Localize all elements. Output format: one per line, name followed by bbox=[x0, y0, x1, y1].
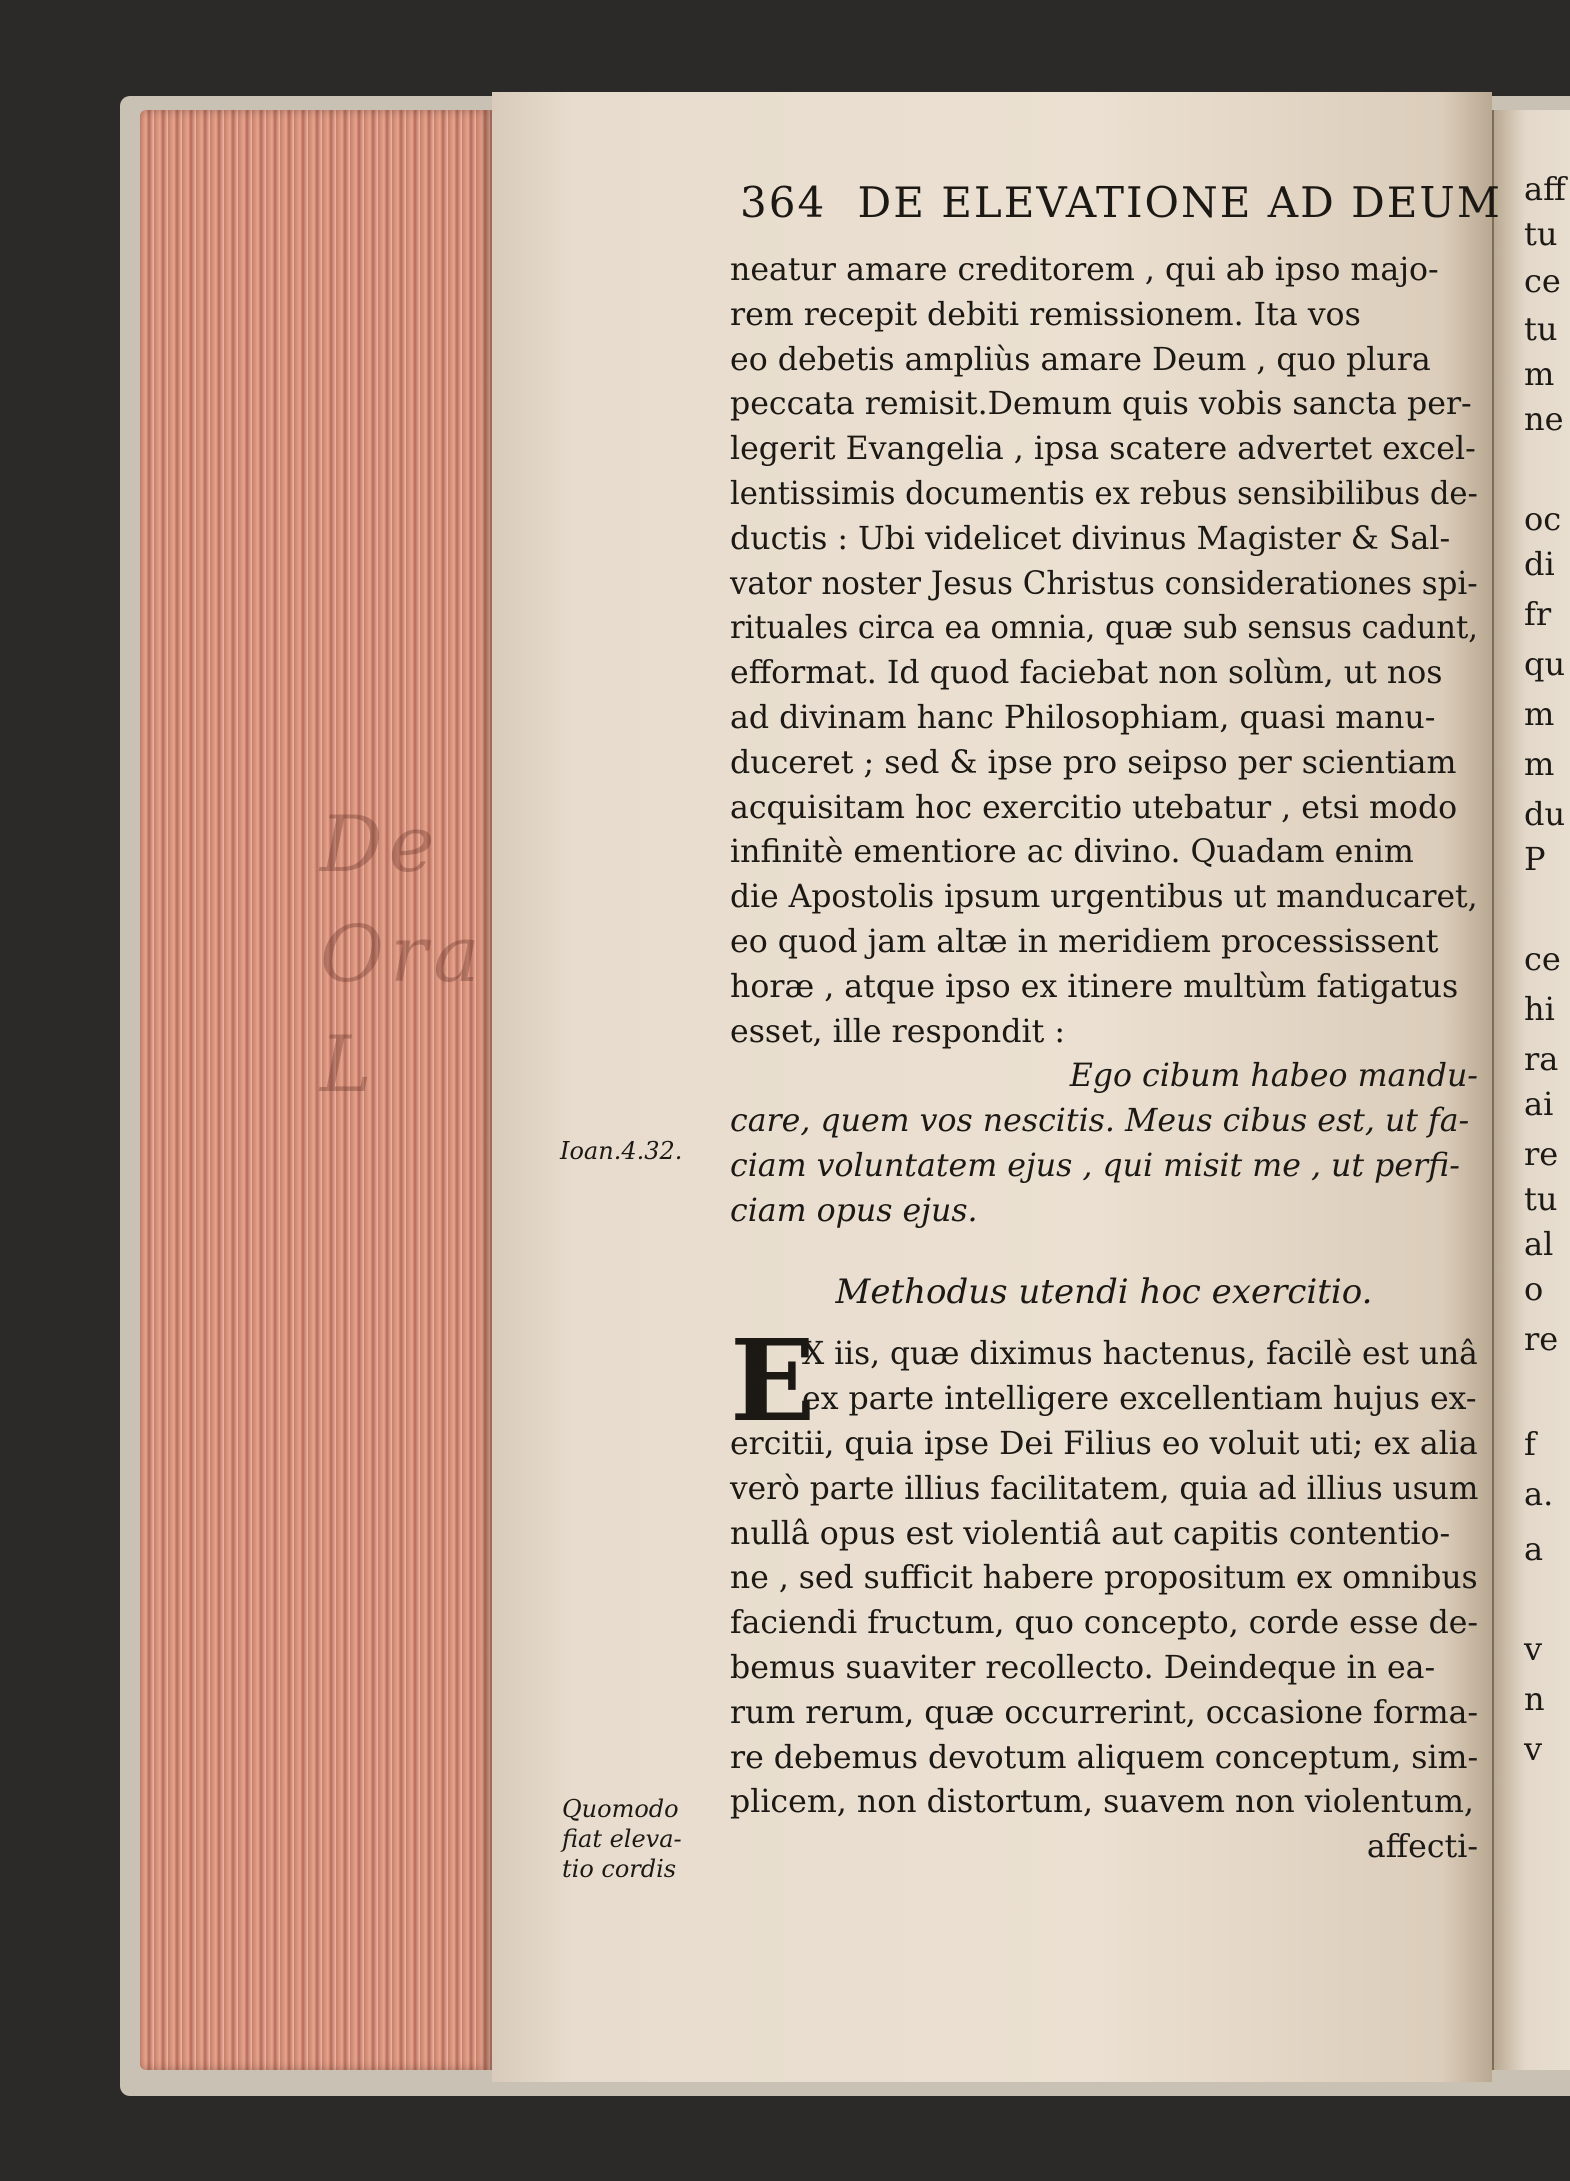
right-page-fragment: f bbox=[1524, 1425, 1536, 1463]
text-line-content: plicem, non distortum, suavem non violentum, bbox=[730, 1784, 1474, 1821]
margin-note-line-1: Quomodo bbox=[562, 1795, 679, 1823]
text-line-content: ne , sed sufficit habere propositum ex omnibus bbox=[730, 1560, 1478, 1597]
right-page-fragment: ce bbox=[1524, 940, 1561, 978]
right-page-fragment: m bbox=[1524, 745, 1555, 783]
right-page-fragment: re bbox=[1524, 1135, 1559, 1173]
right-page-fragment: a. bbox=[1524, 1475, 1554, 1513]
text-line bbox=[730, 1601, 1478, 1646]
text-line-content: peccata remisit.Demum quis vobis sancta per- bbox=[730, 386, 1472, 423]
text-line-content: ercitii, quia ipse Dei Filius eo voluit uti; ex alia bbox=[730, 1425, 1478, 1462]
right-page-fragment: o bbox=[1524, 1270, 1544, 1308]
text-line-content: rituales circa ea omnia, quæ sub sensus cadunt, bbox=[730, 610, 1478, 647]
right-page-edge bbox=[1492, 110, 1570, 2070]
catchword: affecti- bbox=[1366, 1829, 1478, 1866]
right-page-fragment: m bbox=[1524, 355, 1555, 393]
section-heading: Methodus utendi hoc exercitio. bbox=[835, 1271, 1373, 1312]
right-page-fragment: di bbox=[1524, 545, 1555, 583]
text-line-content: rum rerum, quæ occurrerint, occasione forma- bbox=[730, 1694, 1479, 1731]
text-line bbox=[730, 830, 1478, 875]
text-line-content: eo debetis ampliùs amare Deum , quo plura bbox=[730, 341, 1431, 378]
text-line bbox=[730, 1556, 1478, 1601]
edge-ghost-line-2: Ora L bbox=[320, 910, 486, 1110]
text-line bbox=[730, 741, 1478, 786]
right-page-fragment: oc bbox=[1524, 500, 1562, 538]
text-line bbox=[730, 1422, 1478, 1467]
edge-ghost-line-1: De bbox=[320, 800, 441, 890]
text-line-content: faciendi fructum, quo concepto, corde esse de- bbox=[730, 1605, 1479, 1642]
page-text bbox=[730, 248, 1478, 1870]
text-line bbox=[730, 920, 1478, 965]
text-line bbox=[730, 1144, 1478, 1189]
text-line bbox=[730, 562, 1478, 607]
text-line bbox=[730, 1646, 1478, 1691]
edge-ghost-text bbox=[320, 790, 492, 1120]
text-line bbox=[730, 293, 1478, 338]
text-line-content: ad divinam hanc Philosophiam, quasi manu- bbox=[730, 699, 1436, 736]
right-page-fragment: ce bbox=[1524, 262, 1561, 300]
text-line-content: infinitè ementiore ac divino. Quadam enim bbox=[730, 834, 1414, 871]
right-page-fragment: re bbox=[1524, 1320, 1559, 1358]
right-page-fragment: n bbox=[1524, 1680, 1545, 1718]
text-line bbox=[730, 338, 1478, 383]
text-line-content: duceret ; sed & ipse pro seipso per scientiam bbox=[730, 744, 1457, 781]
text-line-content: horæ , atque ipso ex itinere multùm fatigatus bbox=[730, 968, 1459, 1005]
margin-note-reference: Ioan.4.32. bbox=[560, 1137, 683, 1165]
drop-cap: E bbox=[730, 1316, 816, 1448]
right-page-fragment: m bbox=[1524, 695, 1555, 733]
right-page-fragment: ne bbox=[1524, 400, 1564, 438]
text-line bbox=[730, 1780, 1478, 1825]
right-page-fragment: tu bbox=[1524, 310, 1558, 348]
text-line-content: ciam voluntatem ejus , qui misit me , ut perfi- bbox=[730, 1147, 1460, 1184]
text-line-content: ciam opus ejus. bbox=[730, 1192, 978, 1229]
text-line-content: eo quod jam altæ in meridiem processissent bbox=[730, 923, 1439, 960]
text-line bbox=[730, 606, 1478, 651]
text-line bbox=[730, 517, 1478, 562]
text-line-content: X iis, quæ diximus hactenus, facilè est unâ bbox=[802, 1336, 1478, 1373]
text-line bbox=[730, 1189, 1478, 1234]
text-line bbox=[730, 965, 1478, 1010]
right-page-fragment: ai bbox=[1524, 1085, 1554, 1123]
paragraph-1 bbox=[730, 248, 1478, 1054]
text-line-content: lentissimis documentis ex rebus sensibilibus de- bbox=[730, 475, 1478, 512]
text-line bbox=[730, 382, 1478, 427]
text-line-content: nullâ opus est violentiâ aut capitis contentio- bbox=[730, 1515, 1451, 1552]
text-line-content: neatur amare creditorem , qui ab ipso majo- bbox=[730, 252, 1439, 288]
right-page-fragment: a bbox=[1524, 1530, 1544, 1568]
text-line bbox=[730, 696, 1478, 741]
right-page-fragment: al bbox=[1524, 1225, 1554, 1263]
text-line bbox=[730, 786, 1478, 831]
right-page-fragment: qu bbox=[1524, 645, 1566, 683]
text-line bbox=[730, 1099, 1478, 1144]
right-page-fragment: aff bbox=[1524, 170, 1566, 208]
text-line bbox=[730, 1332, 1478, 1377]
catchword-line bbox=[730, 1825, 1478, 1870]
text-line-content: esset, ille respondit : bbox=[730, 1013, 1065, 1050]
right-page-fragment: tu bbox=[1524, 215, 1558, 253]
text-line-content: acquisitam hoc exercitio utebatur , etsi modo bbox=[730, 789, 1458, 826]
right-page-fragment: fr bbox=[1524, 595, 1552, 633]
right-page-fragment: du bbox=[1524, 795, 1566, 833]
text-line bbox=[730, 1691, 1478, 1736]
right-page-fragment: ra bbox=[1524, 1040, 1559, 1078]
paragraph-2 bbox=[730, 1316, 1479, 1825]
text-line-content: efformat. Id quod faciebat non solùm, ut nos bbox=[730, 655, 1443, 692]
margin-note-quomodo bbox=[562, 1794, 682, 1884]
text-line bbox=[730, 1467, 1478, 1512]
text-line-content: care, quem vos nescitis. Meus cibus est, ut fa- bbox=[730, 1103, 1470, 1140]
quote-block bbox=[730, 1099, 1478, 1233]
page-number: 364 bbox=[740, 178, 827, 227]
text-line-content: bemus suaviter recollecto. Deindeque in ea- bbox=[730, 1649, 1436, 1686]
margin-note-line-3: tio cordis bbox=[562, 1855, 677, 1883]
text-line bbox=[730, 875, 1478, 920]
text-line-content: legerit Evangelia , ipsa scatere advertet excel- bbox=[730, 431, 1476, 468]
page-edges bbox=[140, 110, 492, 2070]
text-line bbox=[730, 1736, 1478, 1781]
text-line-content: rem recepit debiti remissionem. Ita vos bbox=[730, 296, 1361, 333]
text-line-content: ex parte intelligere excellentiam hujus ex- bbox=[802, 1381, 1477, 1418]
text-line-content: die Apostolis ipsum urgentibus ut manducaret, bbox=[730, 879, 1478, 916]
right-page-fragment: P bbox=[1524, 840, 1546, 878]
text-line-content: verò parte illius facilitatem, quia ad illius usum bbox=[730, 1470, 1479, 1507]
text-line bbox=[730, 427, 1478, 472]
text-line-content: ductis : Ubi videlicet divinus Magister & Sal- bbox=[730, 520, 1451, 557]
paragraph-2-lines bbox=[730, 1316, 1479, 1825]
running-header bbox=[740, 178, 1502, 238]
right-page-fragment: v bbox=[1524, 1630, 1543, 1668]
quote-start: Ego cibum habeo mandu- bbox=[1069, 1058, 1478, 1095]
text-line-content: vator noster Jesus Christus considerationes spi- bbox=[730, 565, 1478, 602]
text-line bbox=[730, 1010, 1478, 1055]
text-line bbox=[730, 248, 1478, 293]
text-line-content: re debemus devotum aliquem conceptum, sim- bbox=[730, 1739, 1479, 1776]
running-head-title: DE ELEVATIONE AD DEUM bbox=[857, 178, 1502, 227]
text-line-quote-start bbox=[730, 1054, 1478, 1099]
text-line bbox=[730, 651, 1478, 696]
text-line bbox=[730, 1377, 1478, 1422]
right-page-fragment: v bbox=[1524, 1730, 1543, 1768]
text-line bbox=[730, 472, 1478, 517]
right-page-fragment: tu bbox=[1524, 1180, 1558, 1218]
right-page-fragment: hi bbox=[1524, 990, 1555, 1028]
margin-note-line-2: fiat eleva- bbox=[562, 1825, 682, 1853]
text-line bbox=[730, 1512, 1478, 1557]
